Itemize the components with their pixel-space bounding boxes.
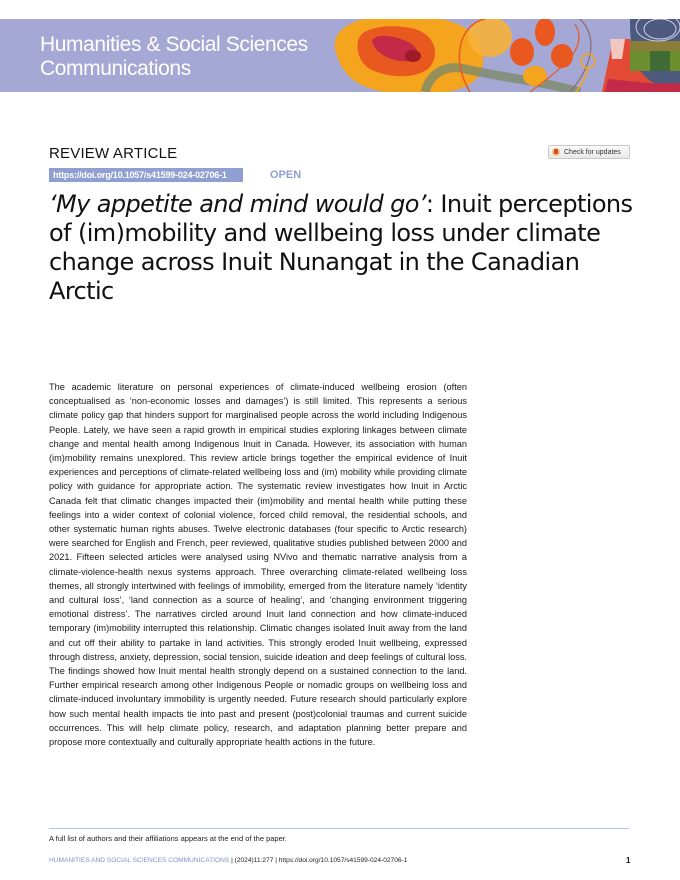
article-title — [49, 190, 649, 306]
article-type-label: REVIEW ARTICLE — [49, 145, 178, 162]
dot-2 — [510, 38, 534, 66]
journal-name[interactable] — [40, 33, 308, 81]
affiliation-note: A full list of authors and their affiliations appears at the end of the paper. — [49, 834, 287, 843]
dark-pupil — [405, 50, 421, 62]
footer-citation: | (2024)11:277 | https://doi.org/10.1057/s41599-024-02706-1 — [229, 857, 408, 864]
banner-artwork — [330, 19, 680, 92]
title-quote: ‘My appetite and mind would go’ — [49, 190, 426, 218]
crossmark-icon — [552, 148, 560, 156]
check-for-updates-label: Check for updates — [564, 148, 621, 156]
olive-band — [630, 41, 680, 51]
journal-name-line-1: Humanities & Social Sciences — [40, 33, 308, 56]
page-number: 1 — [626, 856, 631, 865]
dot-4 — [523, 66, 547, 86]
brown-line — [570, 19, 591, 92]
dark-green-block — [650, 51, 670, 71]
footer-divider — [49, 828, 629, 829]
journal-name-line-2: Communications — [40, 57, 191, 80]
footer-journal-name[interactable]: HUMANITIES AND SOCIAL SCIENCES COMMUNICATIONS — [49, 857, 230, 864]
dot-3 — [551, 44, 573, 68]
journal-banner — [0, 19, 680, 92]
page-footer — [49, 857, 407, 864]
open-access-label: OPEN — [270, 169, 302, 181]
title-rest: : Inuit perceptions of (im)mobility and wellbeing loss under climate change across Inuit Nunangat in the Canadian Arctic — [49, 190, 633, 305]
check-for-updates-button[interactable] — [548, 145, 630, 159]
spiral-tail — [576, 68, 588, 92]
dot-1 — [535, 19, 555, 46]
doi-link-badge[interactable]: https://doi.org/10.1057/s41599-024-02706-1 — [49, 168, 243, 182]
abstract: The academic literature on personal experiences of climate-induced wellbeing erosion (often conceptualised as ‘non-economic losses and damages’) is still limited. This represents a serious climate policy gap that hinders support for marginalised people across the world including Indigenous People. Lately, we have seen a rapid growth in empirical studies exploring linkages between climate change and mental health among Indigenous Inuit in Canada. However, its association with human (im)mobility remains unexplored. This review article brings together the empirical evidence of Inuit experiences and perceptions of climate-related wellbeing loss and (im) mobility while providing climate policy with guidance for appropriate action. The systematic review investigates how Inuit in Arctic Canada felt that climatic changes impacted their (im)mobility and mental health while putting these feelings into a wider context of colonial violence, forced child removal, the residential schools, and other systematic human rights abuses. Twelve electronic databases (four specific to Arctic research) were searched for English and French, peer reviewed, qualitative studies published between 2000 and 2021. Fifteen selected articles were analysed using NVivo and thematic narrative analysis from a climate-violence-health nexus systems approach. Three overarching climate-related wellbeing loss themes, all strongly intertwined with feelings of immobility, emerged from the literature namely ‘identity and cultural loss’, ‘land connection as a source of healing’, and ‘changing environment triggering emotional distress’. The narratives circled around Inuit land connection and how climate-induced temporary (im)mobility interrupted this relationship. Climatic changes isolated Inuit away from the land and cut off their ability to partake in land activities. This strongly eroded Inuit wellbeing, expressed through distress, anxiety, depression, social tension, suicide ideation and deep feelings of cultural loss. The findings showed how Inuit mental health strongly depend on a sustained connection to the land. Further empirical research among other Indigenous People or nomadic groups on wellbeing loss and climate-induced involuntary immobility is urgently needed. Future research should particularly explore how such mental health impacts tie into past and present (post)colonial traumas and current suicide occurrences. This will help climate policy, research, and adaptation planning better prepare and propose more contextually and culturally appropriate health actions in the future. — [49, 382, 467, 748]
